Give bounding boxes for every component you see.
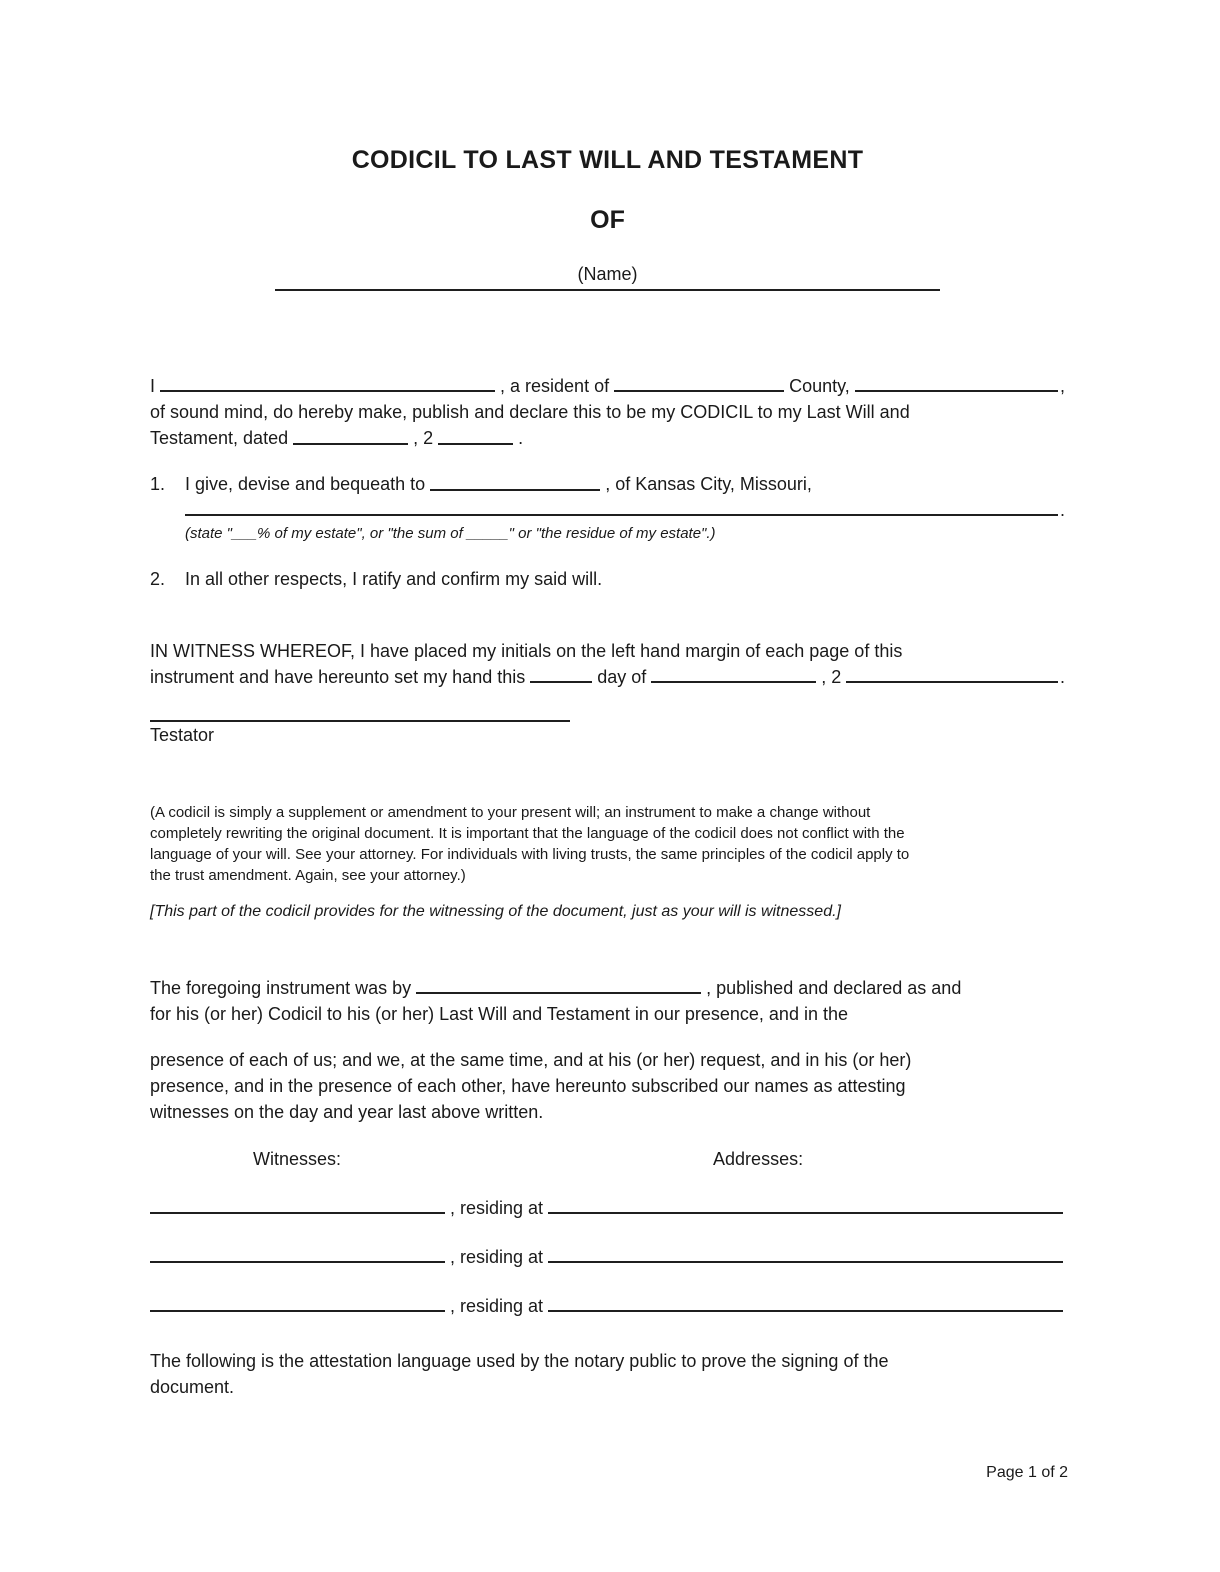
item-1-number: 1. [150, 474, 166, 494]
presence-line-3: witnesses on the day and year last above written. [150, 1102, 544, 1122]
declaration-line-1 [150, 373, 1065, 399]
witnesses-label: Witnesses: [253, 1149, 342, 1169]
testator-name-underline [275, 261, 940, 291]
blank-witness-name-2 [150, 1261, 445, 1263]
declaration-paragraph [150, 373, 1065, 451]
presence-line-2: presence, and in the presence of each other, have hereunto subscribed our names as attesting [150, 1076, 906, 1096]
declaration-text-county: County, [789, 376, 850, 396]
bequest-instruction-note: (state "___% of my estate", or "the sum of _____" or "the residue of my estate".) [185, 525, 716, 542]
bequest-line-2 [185, 497, 1065, 523]
witnessing-note: [This part of the codicil provides for the witnessing of the document, just as your will is witnessed.] [150, 903, 841, 920]
bequest-item [150, 471, 1065, 545]
blank-will-date [293, 443, 408, 445]
bequest-line-1 [185, 471, 1065, 497]
witness-row-2 [150, 1244, 1065, 1270]
witness-address-header [150, 1146, 1065, 1172]
blank-witness-name-1 [150, 1212, 445, 1214]
blank-county [614, 390, 784, 392]
blank-month [651, 681, 816, 683]
document-title: CODICIL TO LAST WILL AND TESTAMENT [351, 146, 864, 174]
bequest-text-give: I give, devise and bequeath to [185, 474, 426, 494]
item-2-number: 2. [150, 569, 166, 589]
witness-row-3 [150, 1293, 1065, 1319]
blank-bequest-description [185, 514, 1058, 516]
declaration-text-resident: , a resident of [500, 376, 610, 396]
presence-paragraph [150, 1047, 1065, 1125]
blank-witness-address-2 [548, 1261, 1063, 1263]
blank-declarant-name [416, 992, 701, 994]
declaration-text-comma: , [1059, 376, 1065, 396]
attestation-intro-paragraph [150, 1348, 1065, 1400]
item-1-body [185, 471, 1065, 545]
name-placeholder-label: (Name) [577, 264, 638, 284]
presence-line-1: presence of each of us; and we, at the same time, and at his (or her) request, and in his (or her) [150, 1050, 912, 1070]
codicil-explanation-paragraph [150, 802, 1065, 886]
foregoing-text-instrument: The foregoing instrument was by [150, 978, 412, 998]
blank-beneficiary [430, 489, 600, 491]
declaration-text-i: I [150, 376, 156, 396]
closing-line-2: document. [150, 1377, 235, 1397]
blank-testator-name [160, 390, 495, 392]
bequest-text-city: , of Kansas City, Missouri, [605, 474, 812, 494]
closing-line-1: The following is the attestation language used by the notary public to prove the signing of the [150, 1351, 889, 1371]
declaration-line-3 [150, 425, 1065, 451]
foregoing-text-published: , published and declared as and [706, 978, 962, 998]
foregoing-paragraph [150, 975, 1065, 1027]
residing-at-label-2: , residing at [450, 1247, 544, 1267]
declaration-text-year-prefix: , 2 [413, 428, 434, 448]
testator-label: Testator [150, 725, 215, 745]
bequest-text-period: . [1059, 500, 1065, 520]
foregoing-line-2: for his (or her) Codicil to his (or her) Last Will and Testament in our presence, and in the [150, 1004, 848, 1024]
ww-text-hand: instrument and have hereunto set my hand this [150, 667, 526, 687]
fine-print-line-4: the trust amendment. Again, see your attorney.) [150, 867, 466, 884]
of-label: OF [590, 206, 625, 234]
blank-witness-name-3 [150, 1310, 445, 1312]
blank-year [846, 681, 1058, 683]
residing-at-label-1: , residing at [450, 1198, 544, 1218]
fine-print-line-3: language of your will. See your attorney. For individuals with living trusts, the same principles of the codicil apply to [150, 846, 910, 863]
witness-whereof-line-1: IN WITNESS WHEREOF, I have placed my initials on the left hand margin of each page of this [150, 641, 903, 661]
blank-witness-address-3 [548, 1310, 1063, 1312]
blank-day [530, 681, 592, 683]
ww-text-period: . [1059, 667, 1065, 687]
witness-row-1 [150, 1195, 1065, 1221]
foregoing-line-1 [150, 975, 1065, 1001]
blank-state [855, 390, 1058, 392]
ww-text-dayof: day of [597, 667, 647, 687]
addresses-label: Addresses: [713, 1149, 804, 1169]
item-2-text: In all other respects, I ratify and confirm my said will. [185, 569, 603, 589]
declaration-text-dated: Testament, dated [150, 428, 289, 448]
fine-print-line-2: completely rewriting the original document. It is important that the language of the codicil does not conflict with the [150, 825, 905, 842]
page-number: Page 1 of 2 [986, 1464, 1068, 1481]
testator-signature-block [150, 690, 1065, 748]
witness-whereof-paragraph [150, 638, 1065, 690]
ratify-item [150, 566, 1065, 592]
residing-at-label-3: , residing at [450, 1296, 544, 1316]
declaration-text-period: . [518, 428, 524, 448]
fine-print-line-1: (A codicil is simply a supplement or amendment to your present will; an instrument to make a change without [150, 804, 871, 821]
declaration-line-2: of sound mind, do hereby make, publish and declare this to be my CODICIL to my Last Will and [150, 402, 910, 422]
witness-whereof-line-2 [150, 664, 1065, 690]
ww-text-year-prefix: , 2 [821, 667, 842, 687]
blank-witness-address-1 [548, 1212, 1063, 1214]
testator-signature-line [150, 690, 570, 722]
blank-will-year [438, 443, 513, 445]
